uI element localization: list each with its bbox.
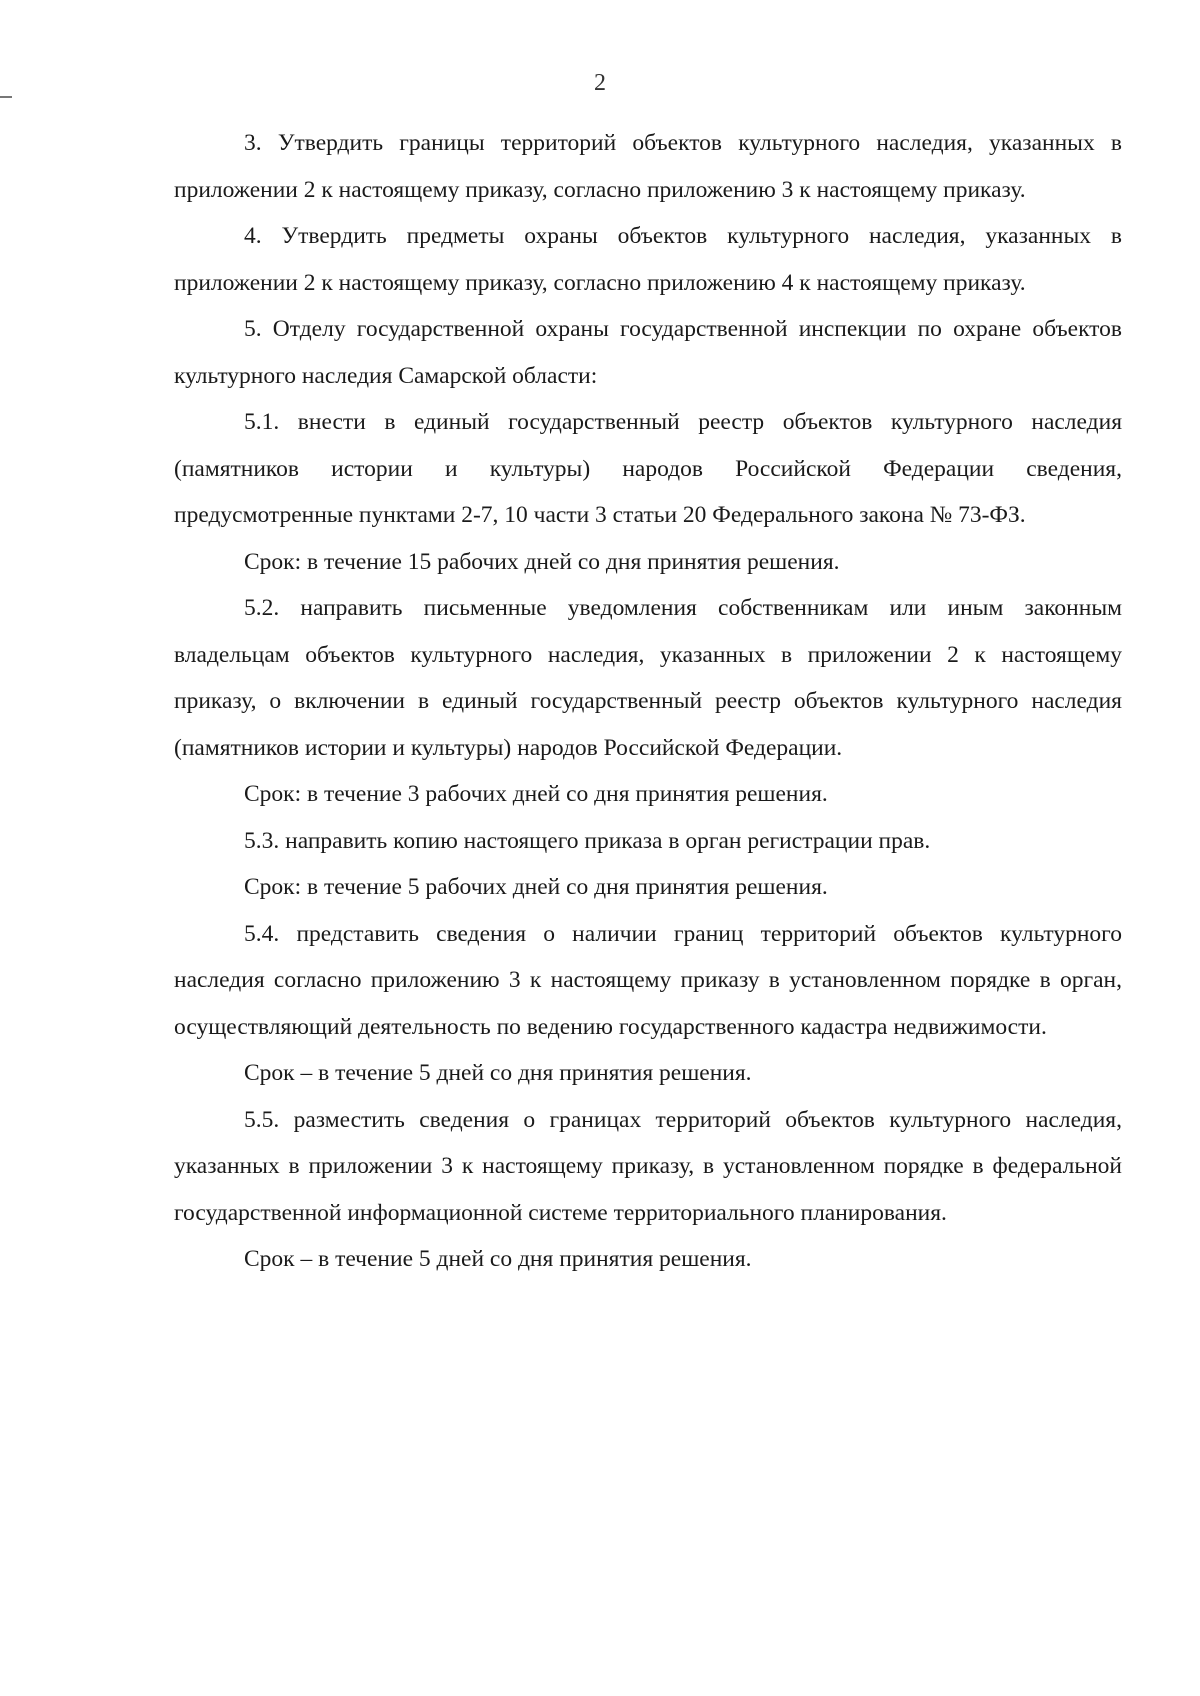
- document-body: [174, 120, 1122, 1283]
- deadline-5-5: Срок – в течение 5 дней со дня принятия решения.: [244, 1246, 752, 1272]
- paragraph-item-5-1: 5.1. внести в единый государственный реестр объектов культурного наследия (памятников истории и культуры) народов Российской Федерации сведения, предусмотренные пунктами 2-7, 10 части 3 статьи 20 Федерального закона № 73-ФЗ.: [174, 409, 1122, 528]
- deadline-5-3: Срок: в течение 5 рабочих дней со дня принятия решения.: [244, 874, 828, 900]
- paragraph-item-5: 5. Отделу государственной охраны государственной инспекции по охране объектов культурного наследия Самарской области:: [174, 316, 1122, 389]
- paragraph-item-3: 3. Утвердить границы территорий объектов культурного наследия, указанных в приложении 2 к настоящему приказу, согласно приложению 3 к настоящему приказу.: [174, 130, 1122, 203]
- paragraph-item-4: 4. Утвердить предметы охраны объектов культурного наследия, указанных в приложении 2 к настоящему приказу, согласно приложению 4 к настоящему приказу.: [174, 223, 1122, 296]
- paragraph-item-5-3: 5.3. направить копию настоящего приказа в орган регистрации прав.: [244, 827, 931, 854]
- deadline-5-2: Срок: в течение 3 рабочих дней со дня принятия решения.: [244, 781, 828, 807]
- paragraph-item-5-4: 5.4. представить сведения о наличии границ территорий объектов культурного наследия согласно приложению 3 к настоящему приказу в установленном порядке в орган, осуществляющий деятельность по ведению государственного кадастра недвижимости.: [174, 920, 1122, 1040]
- paragraph-item-5-2: 5.2. направить письменные уведомления собственникам или иным законным владельцам объектов культурного наследия, указанных в приложении 2 к настоящему приказу, о включении в единый государственный реестр объектов культурного наследия (памятников истории и культуры) народов Российской Федерации.: [174, 595, 1122, 761]
- paragraph-item-5-5: 5.5. разместить сведения о границах территорий объектов культурного наследия, указанных в приложении 3 к настоящему приказу, в установленном порядке в федеральной государственной информационной системе территориального планирования.: [174, 1106, 1122, 1226]
- deadline-5-1: Срок: в течение 15 рабочих дней со дня принятия решения.: [244, 548, 840, 575]
- page-number: 2: [594, 70, 606, 96]
- deadline-5-4: Срок – в течение 5 дней со дня принятия решения.: [244, 1060, 752, 1086]
